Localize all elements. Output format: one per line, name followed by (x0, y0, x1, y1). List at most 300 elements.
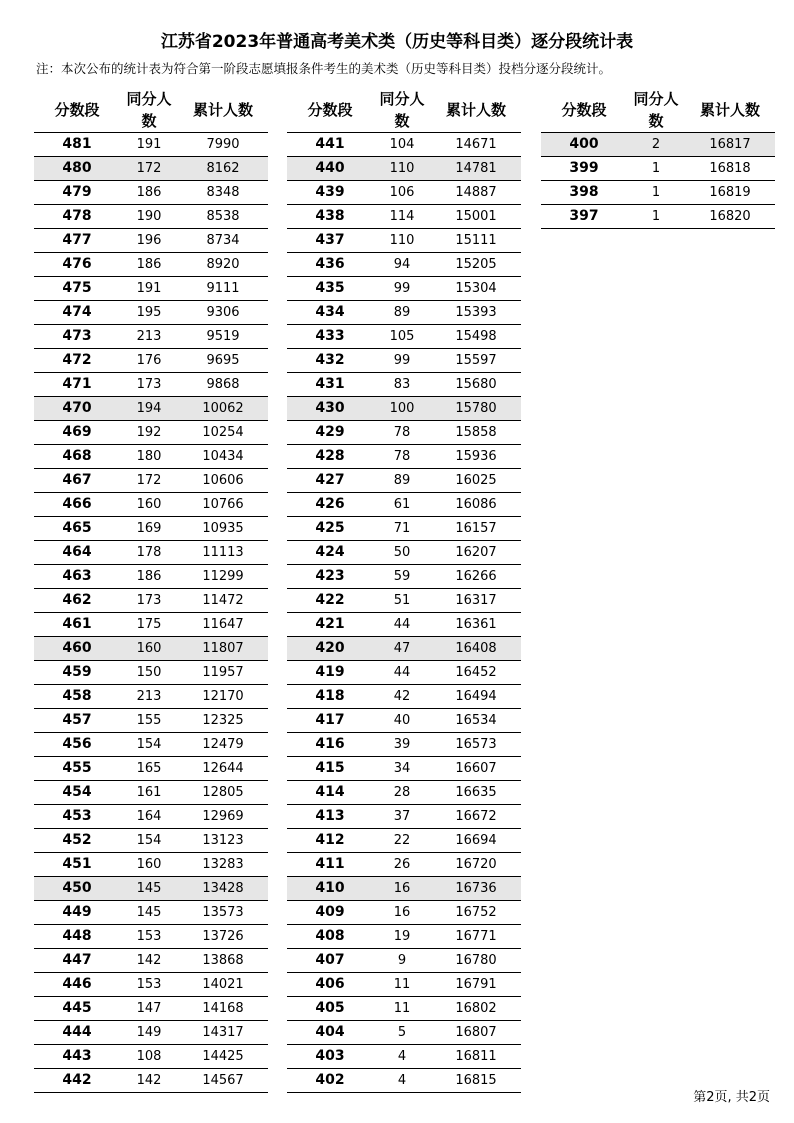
table-row (34, 373, 268, 397)
count-cell: 186 (120, 253, 178, 277)
cumulative-cell: 16694 (431, 829, 521, 853)
count-cell: 1 (627, 181, 685, 205)
table-row (541, 205, 775, 229)
table-row (287, 589, 521, 613)
count-cell: 176 (120, 349, 178, 373)
count-cell: 89 (373, 301, 431, 325)
cumulative-cell: 16802 (431, 997, 521, 1021)
count-cell: 153 (120, 925, 178, 949)
table-row (287, 1021, 521, 1045)
header-count: 同分人数 (373, 88, 431, 133)
table-row (34, 1021, 268, 1045)
table-row (34, 1069, 268, 1093)
table-row (541, 133, 775, 157)
cumulative-cell: 10766 (178, 493, 268, 517)
table-row (287, 877, 521, 901)
table-row (287, 541, 521, 565)
header-score: 分数段 (34, 88, 120, 133)
count-cell: 190 (120, 205, 178, 229)
score-table-2 (287, 88, 521, 1093)
score-cell: 421 (287, 613, 373, 637)
table-row (34, 781, 268, 805)
score-cell: 422 (287, 589, 373, 613)
table-row (34, 589, 268, 613)
cumulative-cell: 9868 (178, 373, 268, 397)
count-cell: 106 (373, 181, 431, 205)
score-cell: 430 (287, 397, 373, 421)
table-row (34, 469, 268, 493)
cumulative-cell: 15780 (431, 397, 521, 421)
score-cell: 443 (34, 1045, 120, 1069)
score-cell: 457 (34, 709, 120, 733)
cumulative-cell: 8920 (178, 253, 268, 277)
table-row (287, 781, 521, 805)
table-row (34, 493, 268, 517)
cumulative-cell: 16771 (431, 925, 521, 949)
score-table-1 (34, 88, 268, 1093)
count-cell: 42 (373, 685, 431, 709)
count-cell: 100 (373, 397, 431, 421)
score-cell: 410 (287, 877, 373, 901)
cumulative-cell: 16752 (431, 901, 521, 925)
score-cell: 406 (287, 973, 373, 997)
table-row (287, 397, 521, 421)
cumulative-cell: 12325 (178, 709, 268, 733)
score-cell: 415 (287, 757, 373, 781)
cumulative-cell: 15597 (431, 349, 521, 373)
table-row (287, 493, 521, 517)
count-cell: 161 (120, 781, 178, 805)
count-cell: 192 (120, 421, 178, 445)
count-cell: 1 (627, 205, 685, 229)
table-row (34, 925, 268, 949)
cumulative-cell: 10062 (178, 397, 268, 421)
score-cell: 449 (34, 901, 120, 925)
table-row (287, 301, 521, 325)
count-cell: 169 (120, 517, 178, 541)
table-row (287, 133, 521, 157)
count-cell: 173 (120, 589, 178, 613)
cumulative-cell: 15111 (431, 229, 521, 253)
table-row (34, 181, 268, 205)
cumulative-cell: 11299 (178, 565, 268, 589)
cumulative-cell: 15680 (431, 373, 521, 397)
header-cumulative: 累计人数 (178, 88, 268, 133)
cumulative-cell: 16494 (431, 685, 521, 709)
cumulative-cell: 16408 (431, 637, 521, 661)
cumulative-cell: 12479 (178, 733, 268, 757)
count-cell: 40 (373, 709, 431, 733)
note-text: 注：本次公布的统计表为符合第一阶段志愿填报条件考生的美术类（历史等科目类）投档分逐分段统计。 (36, 61, 612, 76)
cumulative-cell: 8734 (178, 229, 268, 253)
table-row (287, 469, 521, 493)
count-cell: 83 (373, 373, 431, 397)
table-row (287, 1045, 521, 1069)
cumulative-cell: 10935 (178, 517, 268, 541)
table-row (287, 349, 521, 373)
cumulative-cell: 16818 (685, 157, 775, 181)
cumulative-cell: 11807 (178, 637, 268, 661)
score-cell: 452 (34, 829, 120, 853)
count-cell: 178 (120, 541, 178, 565)
score-cell: 475 (34, 277, 120, 301)
cumulative-cell: 13726 (178, 925, 268, 949)
count-cell: 11 (373, 997, 431, 1021)
cumulative-cell: 15001 (431, 205, 521, 229)
cumulative-cell: 16736 (431, 877, 521, 901)
score-cell: 408 (287, 925, 373, 949)
table-row (287, 325, 521, 349)
score-cell: 461 (34, 613, 120, 637)
cumulative-cell: 16807 (431, 1021, 521, 1045)
count-cell: 164 (120, 805, 178, 829)
cumulative-cell: 16672 (431, 805, 521, 829)
count-cell: 191 (120, 277, 178, 301)
table-row (287, 973, 521, 997)
count-cell: 160 (120, 637, 178, 661)
cumulative-cell: 16025 (431, 469, 521, 493)
cumulative-cell: 10606 (178, 469, 268, 493)
count-cell: 108 (120, 1045, 178, 1069)
count-cell: 196 (120, 229, 178, 253)
cumulative-cell: 14671 (431, 133, 521, 157)
score-cell: 471 (34, 373, 120, 397)
cumulative-cell: 11647 (178, 613, 268, 637)
cumulative-cell: 16607 (431, 757, 521, 781)
count-cell: 186 (120, 565, 178, 589)
count-cell: 110 (373, 157, 431, 181)
score-cell: 416 (287, 733, 373, 757)
score-cell: 426 (287, 493, 373, 517)
table-row (287, 925, 521, 949)
table-row (287, 181, 521, 205)
table-row (287, 229, 521, 253)
score-cell: 478 (34, 205, 120, 229)
cumulative-cell: 16720 (431, 853, 521, 877)
table-row (34, 133, 268, 157)
table-row (287, 373, 521, 397)
count-cell: 34 (373, 757, 431, 781)
score-cell: 474 (34, 301, 120, 325)
cumulative-cell: 13283 (178, 853, 268, 877)
score-cell: 458 (34, 685, 120, 709)
count-cell: 99 (373, 277, 431, 301)
cumulative-cell: 8348 (178, 181, 268, 205)
count-cell: 47 (373, 637, 431, 661)
score-cell: 477 (34, 229, 120, 253)
cumulative-cell: 10434 (178, 445, 268, 469)
score-cell: 432 (287, 349, 373, 373)
header-count: 同分人数 (120, 88, 178, 133)
score-cell: 420 (287, 637, 373, 661)
count-cell: 59 (373, 565, 431, 589)
count-cell: 213 (120, 685, 178, 709)
score-cell: 444 (34, 1021, 120, 1045)
table-row (34, 229, 268, 253)
cumulative-cell: 16817 (685, 133, 775, 157)
count-cell: 154 (120, 829, 178, 853)
count-cell: 44 (373, 661, 431, 685)
cumulative-cell: 12805 (178, 781, 268, 805)
table-row (34, 325, 268, 349)
count-cell: 50 (373, 541, 431, 565)
cumulative-cell: 16811 (431, 1045, 521, 1069)
table-row (34, 517, 268, 541)
score-cell: 455 (34, 757, 120, 781)
score-cell: 411 (287, 853, 373, 877)
cumulative-cell: 16452 (431, 661, 521, 685)
table-row (287, 685, 521, 709)
table-row (287, 613, 521, 637)
table-row (287, 445, 521, 469)
count-cell: 4 (373, 1069, 431, 1093)
cumulative-cell: 14317 (178, 1021, 268, 1045)
cumulative-cell: 15304 (431, 277, 521, 301)
score-cell: 433 (287, 325, 373, 349)
score-cell: 451 (34, 853, 120, 877)
score-cell: 434 (287, 301, 373, 325)
count-cell: 172 (120, 157, 178, 181)
table-row (287, 997, 521, 1021)
cumulative-cell: 11113 (178, 541, 268, 565)
cumulative-cell: 9306 (178, 301, 268, 325)
header-score: 分数段 (287, 88, 373, 133)
table-row (287, 829, 521, 853)
score-cell: 417 (287, 709, 373, 733)
table-row (34, 733, 268, 757)
table-row (34, 685, 268, 709)
table-row (541, 181, 775, 205)
table-row (287, 901, 521, 925)
count-cell: 19 (373, 925, 431, 949)
header-cumulative: 累计人数 (685, 88, 775, 133)
score-cell: 464 (34, 541, 120, 565)
cumulative-cell: 14567 (178, 1069, 268, 1093)
cumulative-cell: 12644 (178, 757, 268, 781)
table-row (287, 661, 521, 685)
score-cell: 438 (287, 205, 373, 229)
score-cell: 465 (34, 517, 120, 541)
count-cell: 180 (120, 445, 178, 469)
score-cell: 399 (541, 157, 627, 181)
table-row (287, 1069, 521, 1093)
table-row (287, 805, 521, 829)
score-cell: 448 (34, 925, 120, 949)
table-row (287, 757, 521, 781)
count-cell: 4 (373, 1045, 431, 1069)
count-cell: 37 (373, 805, 431, 829)
cumulative-cell: 14781 (431, 157, 521, 181)
table-row (34, 349, 268, 373)
table-row (34, 805, 268, 829)
table-row (34, 157, 268, 181)
count-cell: 150 (120, 661, 178, 685)
cumulative-cell: 14168 (178, 997, 268, 1021)
table-row (34, 853, 268, 877)
count-cell: 149 (120, 1021, 178, 1045)
count-cell: 160 (120, 853, 178, 877)
score-cell: 462 (34, 589, 120, 613)
score-cell: 472 (34, 349, 120, 373)
cumulative-cell: 16780 (431, 949, 521, 973)
count-cell: 191 (120, 133, 178, 157)
table-row (34, 541, 268, 565)
table-row (34, 637, 268, 661)
count-cell: 186 (120, 181, 178, 205)
count-cell: 78 (373, 445, 431, 469)
count-cell: 22 (373, 829, 431, 853)
count-cell: 175 (120, 613, 178, 637)
score-cell: 466 (34, 493, 120, 517)
table-row (34, 829, 268, 853)
cumulative-cell: 15858 (431, 421, 521, 445)
cumulative-cell: 12969 (178, 805, 268, 829)
page-title: 江苏省2023年普通高考美术类（历史等科目类）逐分段统计表 (160, 32, 634, 52)
cumulative-cell: 16819 (685, 181, 775, 205)
table-row (34, 901, 268, 925)
count-cell: 114 (373, 205, 431, 229)
table-row (34, 397, 268, 421)
cumulative-cell: 16820 (685, 205, 775, 229)
count-cell: 145 (120, 877, 178, 901)
score-cell: 470 (34, 397, 120, 421)
score-cell: 468 (34, 445, 120, 469)
cumulative-cell: 16791 (431, 973, 521, 997)
score-cell: 473 (34, 325, 120, 349)
cumulative-cell: 11957 (178, 661, 268, 685)
table-row (34, 949, 268, 973)
table-row (287, 949, 521, 973)
score-cell: 453 (34, 805, 120, 829)
score-cell: 424 (287, 541, 373, 565)
score-cell: 427 (287, 469, 373, 493)
score-cell: 480 (34, 157, 120, 181)
score-cell: 450 (34, 877, 120, 901)
count-cell: 89 (373, 469, 431, 493)
score-cell: 425 (287, 517, 373, 541)
cumulative-cell: 11472 (178, 589, 268, 613)
cumulative-cell: 15205 (431, 253, 521, 277)
count-cell: 172 (120, 469, 178, 493)
table-row (34, 1045, 268, 1069)
header-score: 分数段 (541, 88, 627, 133)
cumulative-cell: 7990 (178, 133, 268, 157)
score-cell: 481 (34, 133, 120, 157)
table-row (287, 421, 521, 445)
cumulative-cell: 14887 (431, 181, 521, 205)
score-cell: 429 (287, 421, 373, 445)
count-cell: 155 (120, 709, 178, 733)
cumulative-cell: 16266 (431, 565, 521, 589)
cumulative-cell: 13573 (178, 901, 268, 925)
count-cell: 39 (373, 733, 431, 757)
score-cell: 423 (287, 565, 373, 589)
cumulative-cell: 16207 (431, 541, 521, 565)
score-cell: 459 (34, 661, 120, 685)
score-cell: 419 (287, 661, 373, 685)
table-row (34, 253, 268, 277)
score-cell: 442 (34, 1069, 120, 1093)
count-cell: 78 (373, 421, 431, 445)
score-table-3 (541, 88, 775, 229)
table-row (34, 277, 268, 301)
count-cell: 142 (120, 949, 178, 973)
table-row (287, 709, 521, 733)
count-cell: 26 (373, 853, 431, 877)
count-cell: 1 (627, 157, 685, 181)
score-cell: 436 (287, 253, 373, 277)
score-cell: 431 (287, 373, 373, 397)
cumulative-cell: 8538 (178, 205, 268, 229)
score-cell: 409 (287, 901, 373, 925)
score-cell: 397 (541, 205, 627, 229)
table-row (287, 157, 521, 181)
score-cell: 454 (34, 781, 120, 805)
table-row (287, 733, 521, 757)
count-cell: 51 (373, 589, 431, 613)
score-cell: 467 (34, 469, 120, 493)
score-cell: 469 (34, 421, 120, 445)
cumulative-cell: 13123 (178, 829, 268, 853)
count-cell: 94 (373, 253, 431, 277)
score-cell: 463 (34, 565, 120, 589)
count-cell: 9 (373, 949, 431, 973)
cumulative-cell: 9111 (178, 277, 268, 301)
count-cell: 110 (373, 229, 431, 253)
count-cell: 195 (120, 301, 178, 325)
score-cell: 418 (287, 685, 373, 709)
table-row (34, 445, 268, 469)
table-row (34, 661, 268, 685)
cumulative-cell: 13868 (178, 949, 268, 973)
score-cell: 414 (287, 781, 373, 805)
page-footer: 第2页, 共2页 (693, 1090, 770, 1105)
table-row (287, 253, 521, 277)
count-cell: 104 (373, 133, 431, 157)
count-cell: 16 (373, 877, 431, 901)
table-row (34, 205, 268, 229)
table-row (34, 757, 268, 781)
score-cell: 404 (287, 1021, 373, 1045)
cumulative-cell: 15936 (431, 445, 521, 469)
cumulative-cell: 10254 (178, 421, 268, 445)
score-cell: 402 (287, 1069, 373, 1093)
cumulative-cell: 16086 (431, 493, 521, 517)
table-row (541, 157, 775, 181)
cumulative-cell: 9519 (178, 325, 268, 349)
score-cell: 447 (34, 949, 120, 973)
count-cell: 165 (120, 757, 178, 781)
table-row (287, 205, 521, 229)
cumulative-cell: 13428 (178, 877, 268, 901)
count-cell: 2 (627, 133, 685, 157)
count-cell: 11 (373, 973, 431, 997)
cumulative-cell: 14021 (178, 973, 268, 997)
score-cell: 456 (34, 733, 120, 757)
count-cell: 16 (373, 901, 431, 925)
count-cell: 61 (373, 493, 431, 517)
score-cell: 476 (34, 253, 120, 277)
count-cell: 44 (373, 613, 431, 637)
score-cell: 446 (34, 973, 120, 997)
table-row (287, 637, 521, 661)
table-row (34, 613, 268, 637)
count-cell: 194 (120, 397, 178, 421)
table-row (34, 709, 268, 733)
cumulative-cell: 15393 (431, 301, 521, 325)
score-cell: 460 (34, 637, 120, 661)
score-cell: 428 (287, 445, 373, 469)
